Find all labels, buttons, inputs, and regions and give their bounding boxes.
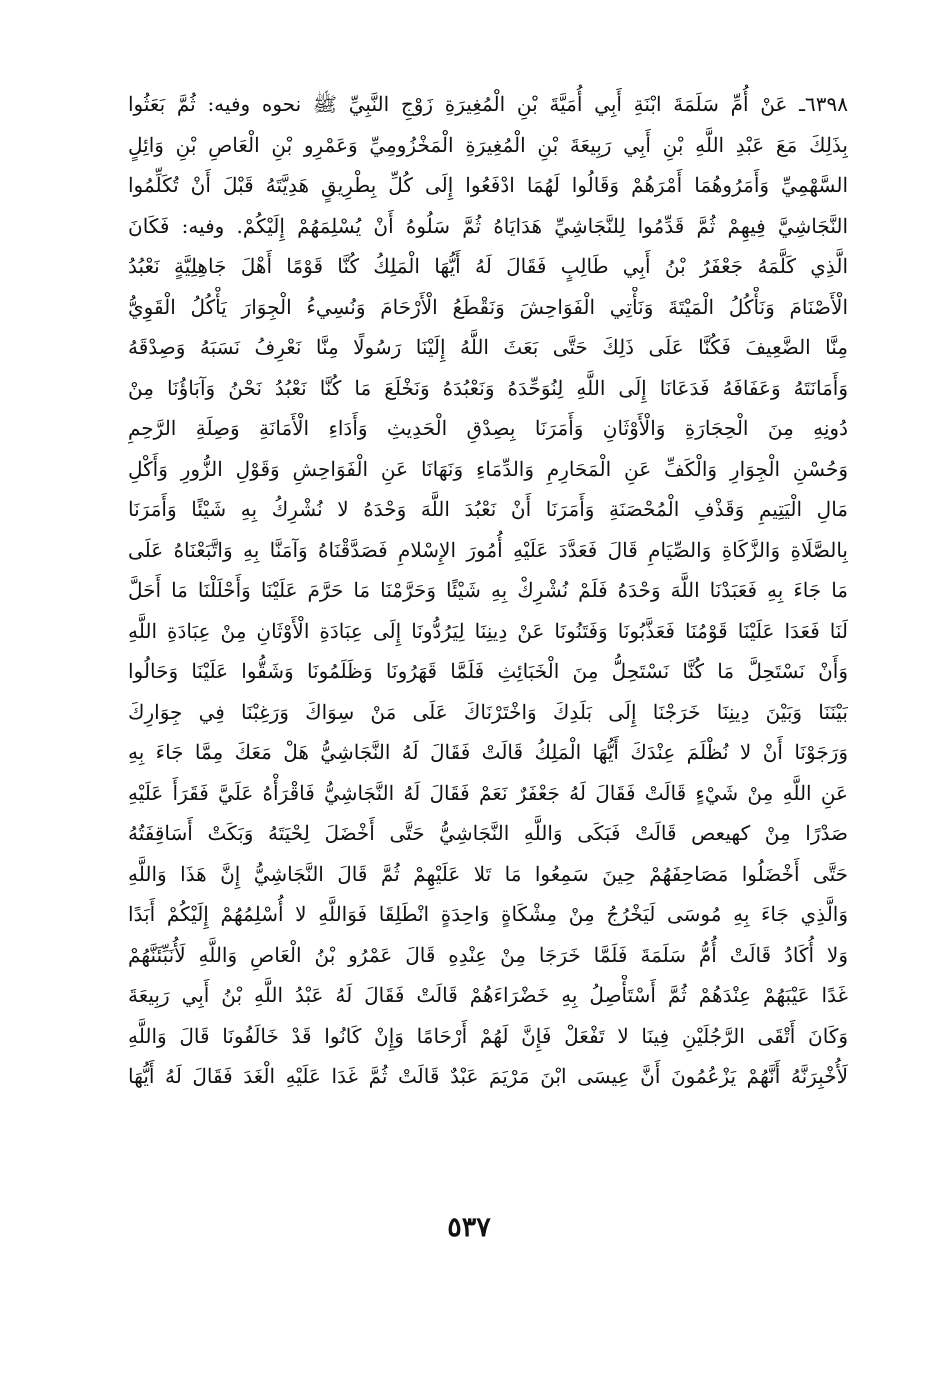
text-line: وَكَانَ أَتْقَى الرَّجُلَيْنِ فِينَا لا تَفْعَلْ فَإِنَّ لَهُمْ أَرْحَامًا وَإِنْ كَانُوا قَدْ خَالَفُونَا قَالَ وَاللَّهِ — [128, 1023, 848, 1048]
text-line: دُونِهِ مِنَ الْحِجَارَةِ وَالْأَوْثَانِ وَأَمَرَنَا بِصِدْقِ الْحَدِيثِ وَأَدَاءِ الْأَمَانَةِ وَصِلَةِ الرَّحِمِ — [128, 416, 848, 440]
text-line: الْأَصْنَامَ وَنَأْكُلُ الْمَيْتَةَ وَنَأْتِي الْفَوَاحِشَ وَنَقْطَعُ الْأَرْحَامَ وَنُسِيءُ الْجِوَارَ يَأْكُلُ الْقَوِيُّ — [128, 294, 848, 319]
text-line: وَأَمَانَتَهُ وَعَفَافَهُ فَدَعَانَا إِلَى اللَّهِ لِنُوَحِّدَهُ وَنَعْبُدَهُ وَنَخْلَعَ مَا كُنَّا نَعْبُدُ نَحْنُ وَآبَاؤُنَا مِنْ — [128, 375, 848, 400]
text-line: عَنِ اللَّهِ مِنْ شَيْءٍ قَالَتْ فَقَالَ لَهُ جَعْفَرٌ نَعَمْ فَقَالَ لَهُ النَّجَاشِيُّ فَاقْرَأْهُ عَلَيَّ فَقَرَأَ عَلَيْهِ — [128, 780, 848, 805]
text-line: حَتَّى أَخْضَلُوا مَصَاحِفَهُمْ حِينَ سَمِعُوا مَا تَلا عَلَيْهِمْ ثُمَّ قَالَ النَّجَاشِيُّ إِنَّ هَذَا وَاللَّهِ — [128, 861, 848, 886]
text-line: وَرَجَوْنَا أَنْ لا نُظْلَمَ عِنْدَكَ أَيُّهَا الْمَلِكُ قَالَتْ فَقَالَ لَهُ النَّجَاشِيُّ هَلْ مَعَكَ مِمَّا جَاءَ بِهِ — [128, 740, 848, 764]
text-line: الَّذِي كَلَّمَهُ جَعْفَرُ بْنُ أَبِي طَالِبٍ فَقَالَ لَهُ أَيُّهَا الْمَلِكُ كُنَّا قَوْمًا أَهْلَ جَاهِلِيَّةٍ نَعْبُدُ — [128, 254, 848, 278]
page-number: ٥٣٧ — [447, 1212, 491, 1243]
text-line: مَالِ الْيَتِيمِ وَقَذْفِ الْمُحْصَنَةِ وَأَمَرَنَا أَنْ نَعْبُدَ اللَّهَ وَحْدَهُ لا نُشْرِكُ بِهِ شَيْئًا وَأَمَرَنَا — [128, 497, 848, 521]
text-line: وَأَنْ نَسْتَحِلَّ مَا كُنَّا نَسْتَحِلُّ مِنَ الْخَبَائِثِ فَلَمَّا قَهَرُونَا وَظَلَمُونَا وَشَقُّوا عَلَيْنَا وَحَالُوا — [128, 659, 848, 683]
text-line: مَا جَاءَ بِهِ فَعَبَدْنَا اللَّهَ وَحْدَهُ فَلَمْ نُشْرِكْ بِهِ شَيْئًا وَحَرَّمْنَا مَا حَرَّمَ عَلَيْنَا وَأَحْلَلْنَا مَا أَحَلَّ — [128, 578, 848, 602]
text-line: مِنَّا الضَّعِيفَ فَكُنَّا عَلَى ذَلِكَ حَتَّى بَعَثَ اللَّهُ إِلَيْنَا رَسُولًا مِنَّا نَعْرِفُ نَسَبَهُ وَصِدْقَهُ — [128, 335, 848, 359]
text-line: النَّجَاشِيَّ فِيهِمْ ثُمَّ قَدِّمُوا لِلنَّجَاشِيِّ هَدَايَاهُ ثُمَّ سَلُوهُ أَنْ يُسْلِمَهُمْ إِلَيْكُمْ. وفيه: فَكَانَ — [128, 213, 848, 238]
text-line: ٦٣٩٨ـ عَنْ أُمِّ سَلَمَةَ ابْنَةِ أَبِي أُمَيَّةَ بْنِ الْمُغِيرَةِ زَوْجِ النَّبِيِّ ﷺ نحوه وفيه: ثُمَّ بَعَثُوا — [128, 92, 848, 116]
text-line: بِذَلِكَ مَعَ عَبْدِ اللَّهِ بْنِ أَبِي رَبِيعَةَ بْنِ الْمُغِيرَةِ الْمَخْزُومِيِّ وَعَمْرِو بْنِ الْعَاصِ بْنِ وَائِلٍ — [128, 132, 848, 157]
text-line: وَالَّذِي جَاءَ بِهِ مُوسَى لَيَخْرُجُ مِنْ مِشْكَاةٍ وَاحِدَةٍ انْطَلِقَا فَوَاللَّهِ لا أُسْلِمُهُمْ إِلَيْكُمْ أَبَدًا — [128, 902, 848, 926]
text-line: لَنَا فَعَدَا عَلَيْنَا قَوْمُنَا فَعَذَّبُونَا وَفَتَنُونَا عَنْ دِينِنَا لِيَرُدُّونَا إِلَى عِبَادَةِ الْأَوْثَانِ مِنْ عِبَادَةِ اللَّهِ — [128, 618, 848, 643]
text-line: وَحُسْنِ الْجِوَارِ وَالْكَفِّ عَنِ الْمَحَارِمِ وَالدِّمَاءِ وَنَهَانَا عَنِ الْفَوَاحِشِ وَقَوْلِ الزُّورِ وَأَكْلِ — [128, 456, 848, 481]
text-line: السَّهْمِيِّ وَأَمَرُوهُمَا أَمْرَهُمْ وَقَالُوا لَهُمَا ادْفَعُوا إِلَى كُلِّ بِطْرِيقٍ هَدِيَّتَهُ قَبْلَ أَنْ تُكَلِّمُوا — [128, 173, 848, 197]
hadith-text-block — [128, 84, 848, 1097]
text-line: بَيْنَنَا وَبَيْنَ دِينِنَا خَرَجْنَا إِلَى بَلَدِكَ وَاخْتَرْنَاكَ عَلَى مَنْ سِوَاكَ وَرَغِبْنَا فِي جِوَارِكَ — [128, 699, 848, 724]
text-line: لَأُخْبِرَنَّهُ أَنَّهُمْ يَزْعُمُونَ أَنَّ عِيسَى ابْنَ مَرْيَمَ عَبْدٌ قَالَتْ ثُمَّ غَدَا عَلَيْهِ الْغَدَ فَقَالَ لَهُ أَيُّهَا — [128, 1064, 848, 1088]
text-line: صَدْرًا مِنْ كهيعص قَالَتْ فَبَكَى وَاللَّهِ النَّجَاشِيُّ حَتَّى أَخْضَلَ لِحْيَتَهُ وَبَكَتْ أَسَاقِفَتُهُ — [128, 821, 848, 845]
text-line: غَدًا عَيْبَهُمْ عِنْدَهُمْ ثُمَّ أَسْتَأْصِلُ بِهِ خَضْرَاءَهُمْ قَالَتْ فَقَالَ لَهُ عَبْدُ اللَّهِ بْنُ أَبِي رَبِيعَةَ — [128, 983, 848, 1007]
text-line: بِالصَّلَاةِ وَالزَّكَاةِ وَالصِّيَامِ قَالَ فَعَدَّدَ عَلَيْهِ أُمُورَ الإِسْلامِ فَصَدَّقْنَاهُ وَآمَنَّا بِهِ وَاتَّبَعْنَاهُ عَلَى — [128, 537, 848, 562]
text-line: وَلا أُكَادُ قَالَتْ أُمُّ سَلَمَةَ فَلَمَّا خَرَجَا مِنْ عِنْدِهِ قَالَ عَمْرُو بْنُ الْعَاصِ وَاللَّهِ لَأُنَبِّئَنَّهُمْ — [128, 942, 848, 967]
